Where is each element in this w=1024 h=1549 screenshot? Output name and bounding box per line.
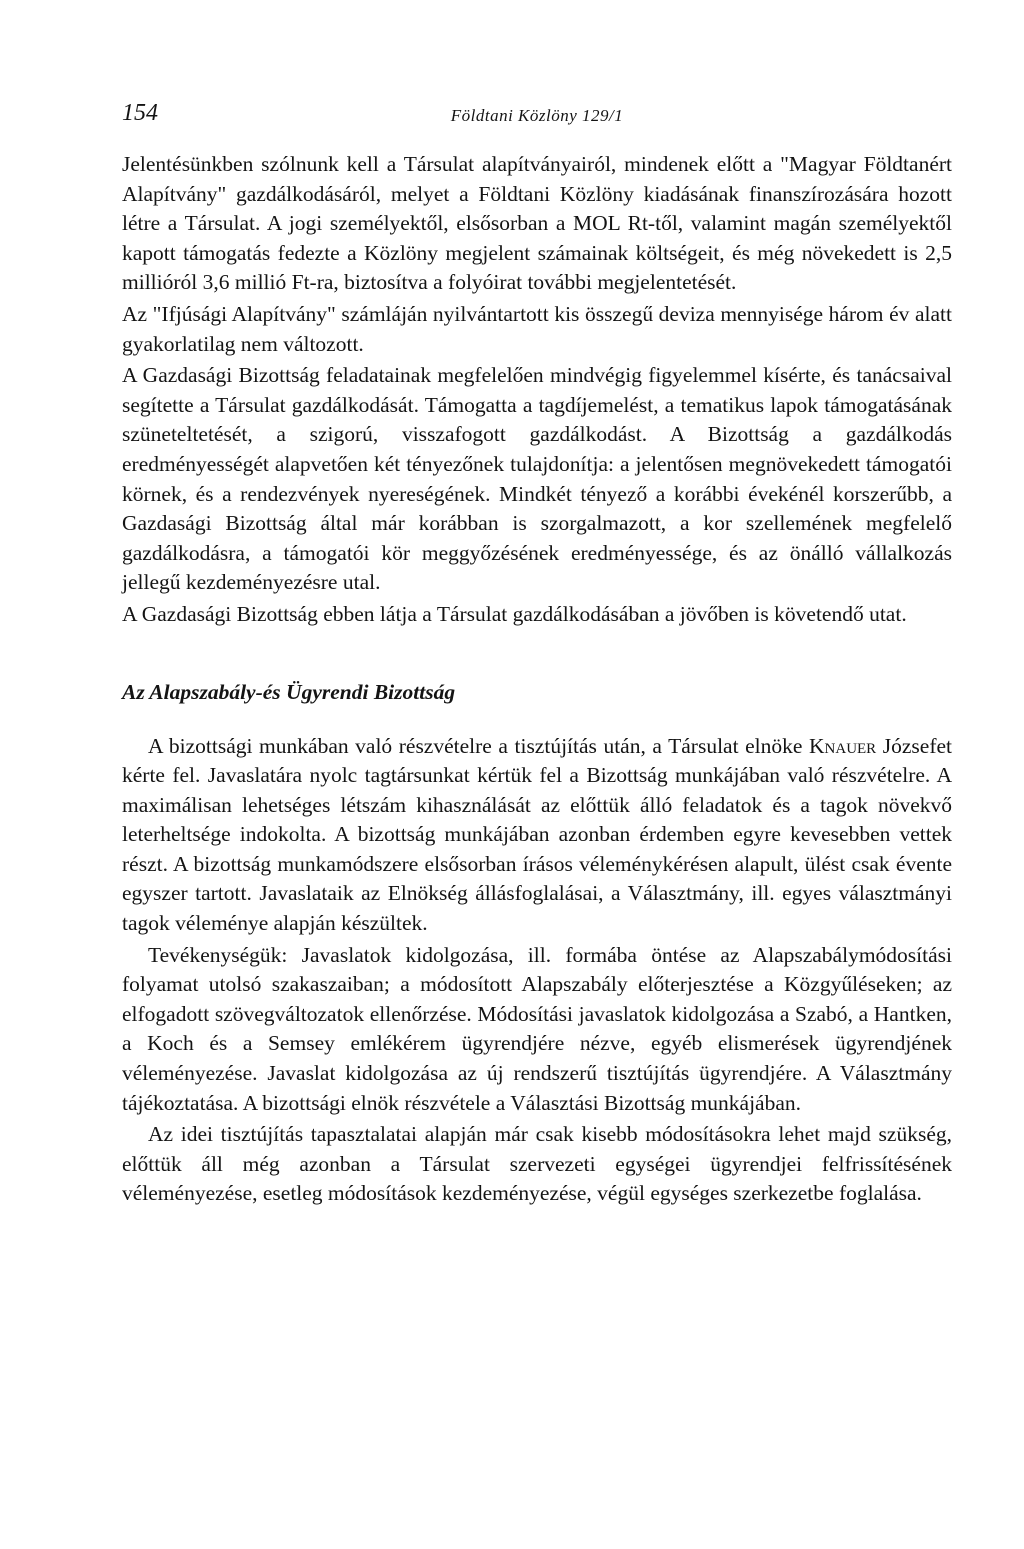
section-heading: Az Alapszabály-és Ügyrendi Bizottság xyxy=(122,679,456,704)
document-page xyxy=(122,100,952,1209)
section-foundations xyxy=(122,150,952,630)
paragraph-committee-membership xyxy=(122,732,952,939)
paragraph-economic-conclusion: A Gazdasági Bizottság ebben látja a Társulat gazdálkodásában a jövőben is követendő utat. xyxy=(122,601,907,626)
running-header xyxy=(122,100,952,130)
paragraph-committee-text-end: Józsefet kérte fel. Javaslatára nyolc tagtársunkat kértük fel a Bizottság munkájában való részvételre. A maximálisan lehetséges létszám kihasználását az előttük álló feladatok és a tagok növekvő leterheltsége indokolta. A bizottság munkájában azonban érdemben egyre kevesebben vettek részt. A bizottság munkamódszere elsősorban írásos véleménykérésen alapult, ülést csak évente egyszer tartott. Javaslataik az Elnökség állásfoglalásai, a Választmány, ill. egyes választmányi tagok véleménye alapján készültek. xyxy=(122,733,953,936)
paragraph-youth-foundation: Az "Ifjúsági Alapítvány" számláján nyilvántartott kis összegű deviza mennyisége három év alatt gyakorlatilag nem változott. xyxy=(122,301,952,356)
journal-title: Földtani Közlöny 129/1 xyxy=(450,106,624,125)
person-name: Knauer xyxy=(809,733,877,758)
paragraph-committee-text-start: A bizottsági munkában való részvételre a tisztújítás után, a Társulat elnöke xyxy=(148,733,809,758)
paragraph-future-tasks: Az idei tisztújítás tapasztalatai alapján már csak kisebb módosításokra lehet majd szükség, előttük áll még azonban a Társulat szervezeti egységei ügyrendjei felfrissítésének véleményezése, esetleg módosítások kezdeményezése, végül egységes szerkezetbe foglalása. xyxy=(122,1122,952,1206)
paragraph-foundations: Jelentésünkben szólnunk kell a Társulat alapítványairól, mindenek előtt a "Magyar Földtanért Alapítvány" gazdálkodásáról, melyet a Földtani Közlöny kiadásának finanszírozására hozott létre a Társulat. A jogi személyektől, elsősorban a MOL Rt-től, valamint magán személyektől kapott támogatás fedezte a Közlöny megjelent számainak költségeit, és még növekedett is 2,5 millióról 3,6 millió Ft-ra, biztosítva a folyóirat további megjelentetését. xyxy=(122,152,952,295)
section-statutes-committee xyxy=(122,732,952,1210)
page-number: 154 xyxy=(122,100,158,126)
paragraph-economic-committee: A Gazdasági Bizottság feladatainak megfelelően mindvégig figyelemmel kísérte, és tanácsaival segítette a Társulat gazdálkodását. Támogatta a tagdíjemelést, a tematikus lapok támogatásának szüneteltetését, a szigorú, visszafogott gazdálkodást. A Bizottság a gazdálkodás eredményességét alapvetően két tényezőnek tulajdonítja: a jelentősen megnövekedett támogatói körnek, és a rendezvények nyereségének. Mindkét tényező a korábbi évekénél korszerűbb, a Gazdasági Bizottság által már korábban is szorgalmazott, a kor szellemének megfelelő gazdálkodásra, a támogatói kör meggyőzésének eredményessége, és az önálló vállalkozás jellegű kezdeményezésre utal. xyxy=(122,363,952,595)
paragraph-activities: Tevékenységük: Javaslatok kidolgozása, ill. formába öntése az Alapszabálymódosítási folyamat utolsó szakaszaiban; a módosított Alapszabály előterjesztése a Közgyűléseken; az elfogadott szövegváltozatok ellenőrzése. Módosítási javaslatok kidolgozása a Szabó, a Hantken, a Koch és a Semsey emlékérem ügyrendjére nézve, egyéb elismerések ügyrendjének véleményezése. Javaslat kidolgozása az új rendszerű tisztújítás ügyrendjére. A Választmány tájékoztatása. A bizottsági elnök részvétele a Választási Bizottság munkájában. xyxy=(122,942,952,1115)
